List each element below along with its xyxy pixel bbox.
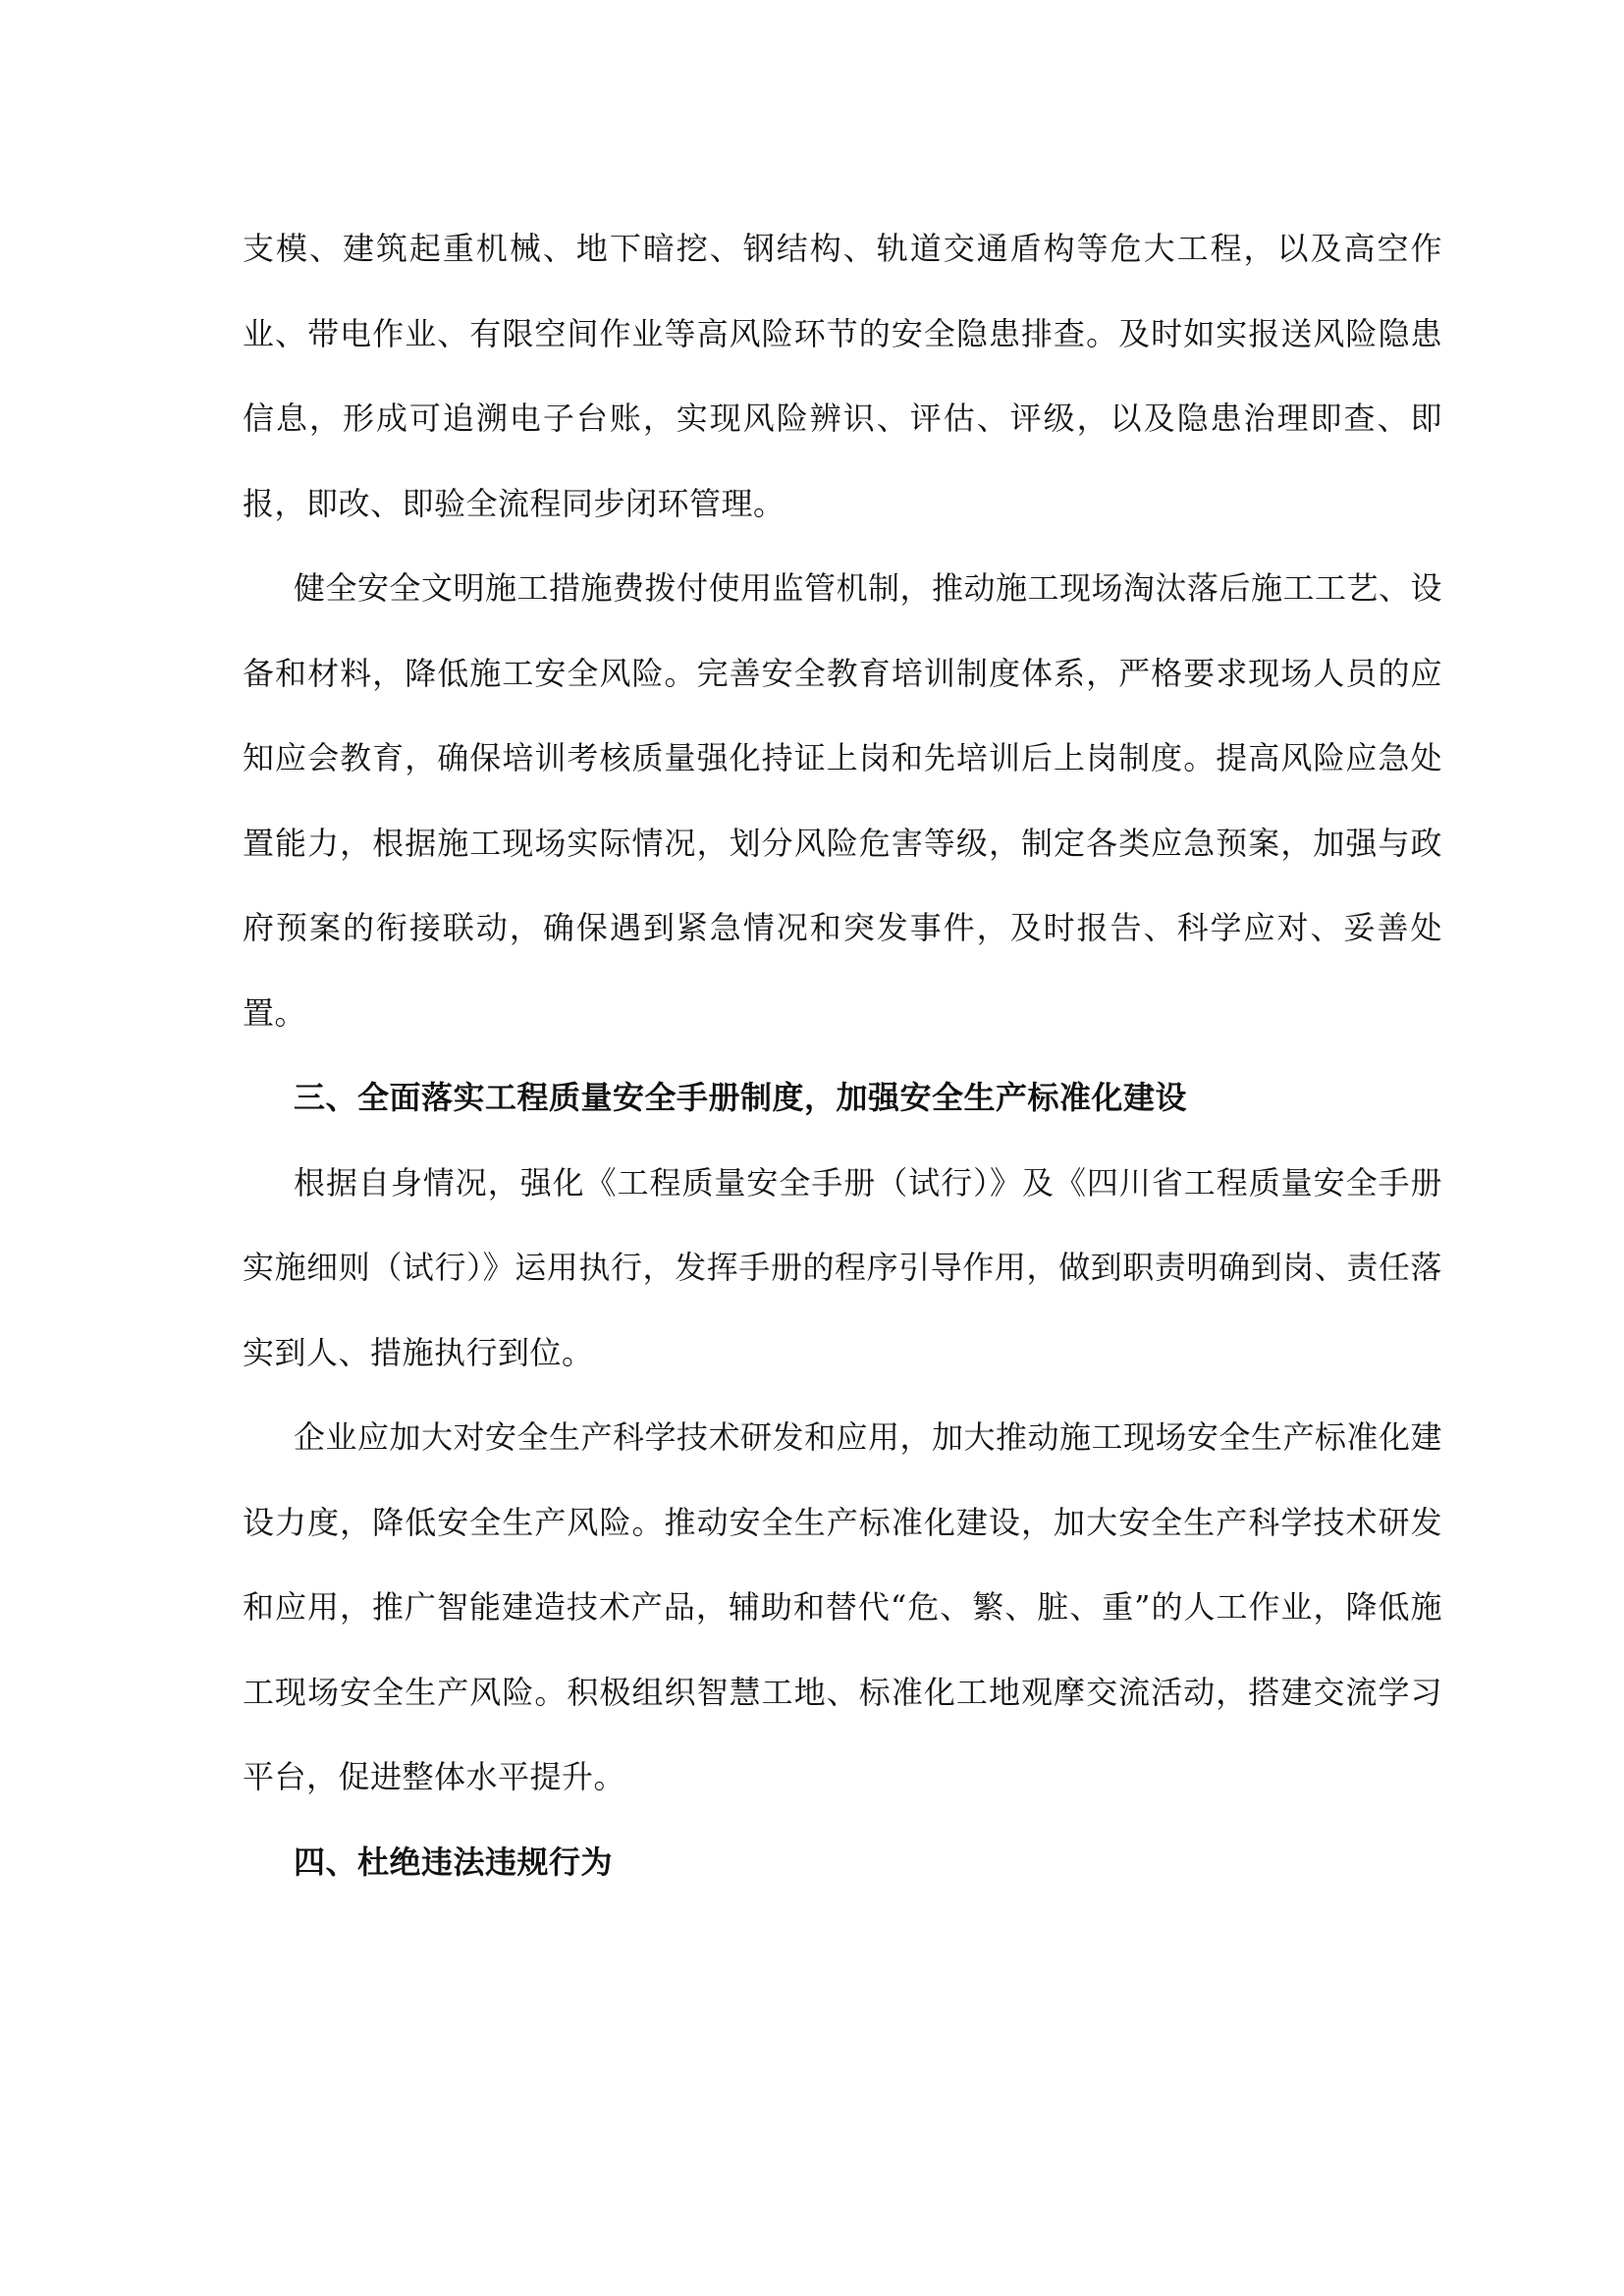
document-body: [243, 206, 1442, 1904]
paragraph-manual-implementation: 根据自身情况，强化《工程质量安全手册（试行）》及《四川省工程质量安全手册实施细则（试行）》运用执行，发挥手册的程序引导作用，做到职责明确到岗、责任落实到人、措施执行到位。: [243, 1163, 1442, 1371]
section-heading-4: 四、杜绝违法违规行为: [294, 1842, 614, 1881]
paragraph-standardization: 企业应加大对安全生产科学技术研发和应用，加大推动施工现场安全生产标准化建设力度，降低安全生产风险。推动安全生产标准化建设，加大安全生产科学技术研发和应用，推广智能建造技术产品，辅助和替代“危、繁、脏、重”的人工作业，降低施工现场安全生产风险。积极组织智慧工地、标准化工地观摩交流活动，搭建交流学习平台，促进整体水平提升。: [243, 1418, 1443, 1795]
section-heading-3: 三、全面落实工程质量安全手册制度，加强安全生产标准化建设: [294, 1079, 1188, 1116]
paragraph-continuation: 支模、建筑起重机械、地下暗挖、钢结构、轨道交通盾构等危大工程，以及高空作业、带电作业、有限空间作业等高风险环节的安全隐患排查。及时如实报送风险隐患信息，形成可追溯电子台账，实现风险辨识、评估、评级，以及隐患治理即查、即报，即改、即验全流程同步闭环管理。: [243, 230, 1442, 522]
paragraph-safety-measures: 健全安全文明施工措施费拨付使用监管机制，推动施工现场淘汰落后施工工艺、设备和材料，降低施工安全风险。完善安全教育培训制度体系，严格要求现场人员的应知应会教育，确保培训考核质量强化持证上岗和先培训后上岗制度。提高风险应急处置能力，根据施工现场实际情况，划分风险危害等级，制定各类应急预案，加强与政府预案的衔接联动，确保遇到紧急情况和突发事件，及时报告、科学应对、妥善处置。: [243, 569, 1443, 1032]
